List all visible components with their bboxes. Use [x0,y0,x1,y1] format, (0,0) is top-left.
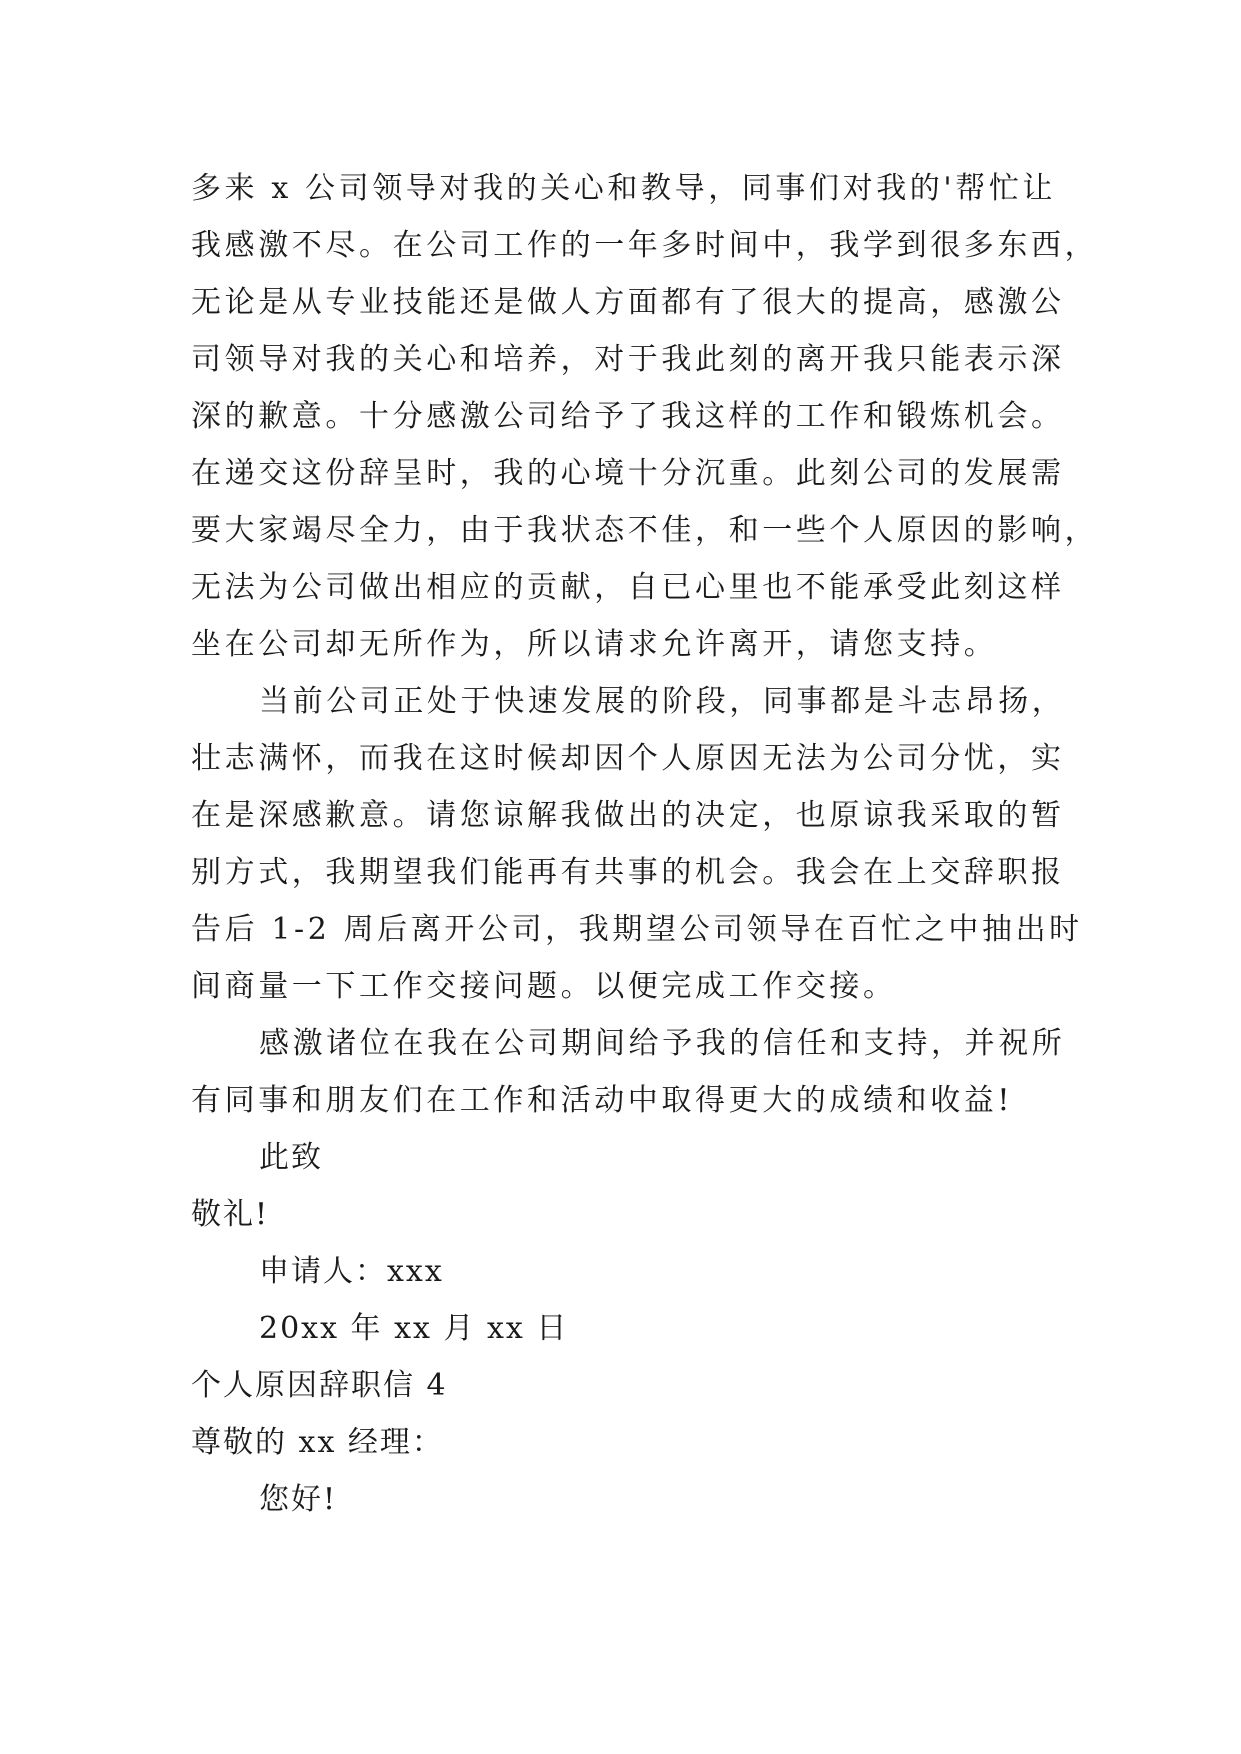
text-line: 我感激不尽。在公司工作的一年多时间中，我学到很多东西， [191,228,1099,263]
applicant-signature: 申请人：xxx [259,1254,444,1289]
paragraph-2 [191,673,1083,1015]
respect-phrase: 敬礼! [191,1197,270,1232]
text-line: 间商量一下工作交接问题。以便完成工作交接。 [191,969,897,1004]
letter-date: 20xx 年 xx 月 xx 日 [259,1311,569,1346]
text-line: 深的歉意。十分感激公司给予了我这样的工作和锻炼机会。 [191,399,1065,434]
text-line: 多来 x 公司领导对我的关心和教导，同事们对我的'帮忙让 [191,171,1057,206]
text-line: 无论是从专业技能还是做人方面都有了很大的提高，感激公 [191,285,1065,320]
letter-body [191,160,1099,1528]
text-line: 当前公司正处于快速发展的阶段，同事都是斗志昂扬， [259,684,1066,719]
closing-phrase: 此致 [259,1140,323,1175]
text-line: 无法为公司做出相应的贡献，自已心里也不能承受此刻这样 [191,570,1065,605]
text-line: 要大家竭尽全力，由于我状态不佳，和一些个人原因的影响， [191,513,1099,548]
text-line: 壮志满怀，而我在这时候却因个人原因无法为公司分忧，实 [191,741,1065,776]
text-line: 有同事和朋友们在工作和活动中取得更大的成绩和收益! [191,1083,1014,1118]
paragraph-3 [191,1015,1071,1129]
text-line: 在递交这份辞呈时，我的心境十分沉重。此刻公司的发展需 [191,456,1065,491]
next-letter-addressee: 尊敬的 xx 经理： [191,1425,444,1460]
next-letter-title: 个人原因辞职信 4 [191,1368,448,1403]
next-letter-greeting: 您好! [259,1482,338,1517]
text-line: 告后 1-2 周后离开公司，我期望公司领导在百忙之中抽出时 [191,912,1083,947]
text-line: 感激诸位在我在公司期间给予我的信任和支持，并祝所 [259,1026,1066,1061]
paragraph-1 [191,160,1099,673]
text-line: 别方式，我期望我们能再有共事的机会。我会在上交辞职报 [191,855,1065,890]
text-line: 坐在公司却无所作为，所以请求允许离开，请您支持。 [191,627,998,662]
text-line: 司领导对我的关心和培养，对于我此刻的离开我只能表示深 [191,342,1065,377]
text-line: 在是深感歉意。请您谅解我做出的决定，也原谅我采取的暂 [191,798,1065,833]
